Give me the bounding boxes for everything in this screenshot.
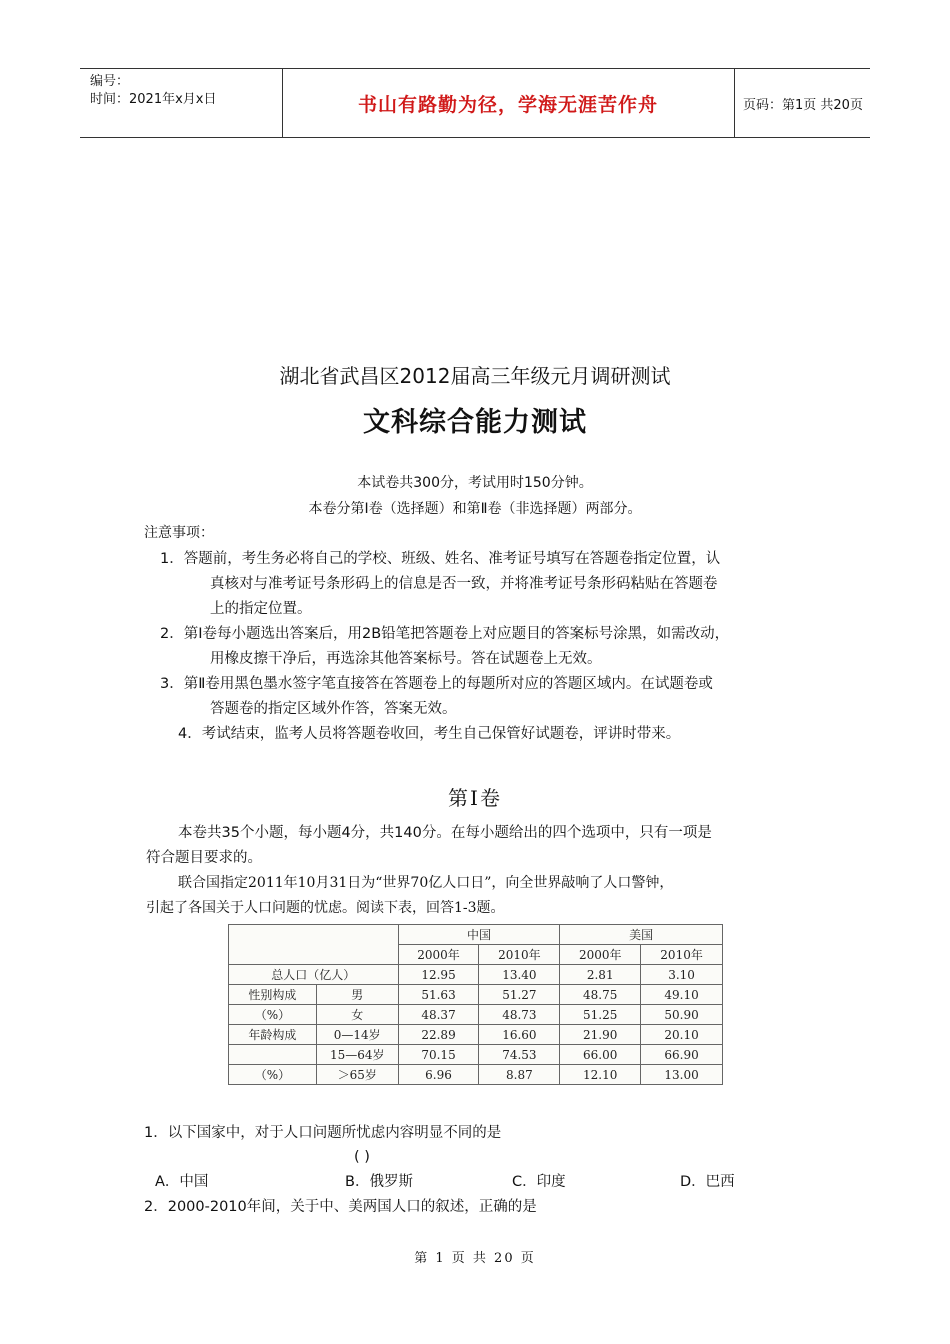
table-cell: 21.90 (560, 1025, 641, 1045)
question-1-text: 1．以下国家中，对于人口问题所忧虑内容明显不同的是 (144, 1125, 502, 1141)
document-header (80, 68, 870, 138)
row-group-label (229, 1045, 317, 1065)
table-cell: 51.63 (398, 985, 479, 1005)
question-2-text: 2．2000-2010年间，关于中、美两国人口的叙述，正确的是 (144, 1199, 537, 1215)
row-group-label: 年龄构成 (229, 1025, 317, 1045)
exam-subtitle: 文科综合能力测试 (363, 407, 587, 438)
table-cell: 51.27 (479, 985, 560, 1005)
page-footer: 第 1 页 共 20 页 (414, 1251, 536, 1266)
row-group-label: （%） (229, 1065, 317, 1085)
table-cell: 16.60 (479, 1025, 560, 1045)
header-motto-cell (282, 69, 735, 137)
table-cell: 6.96 (398, 1065, 479, 1085)
number-label: 编号： (90, 74, 130, 89)
row-group-label: （%） (229, 1005, 317, 1025)
question-1-option-b: B．俄罗斯 (345, 1174, 413, 1190)
table-row (229, 985, 723, 1005)
row-label: 总人口（亿人） (229, 965, 399, 985)
table-cell: 13.40 (479, 965, 560, 985)
notice-line: 用橡皮擦干净后，再选涂其他答案标号。答在试题卷上无效。 (210, 651, 602, 667)
row-sub-label: 女 (316, 1005, 398, 1025)
table-cell: 8.87 (479, 1065, 560, 1085)
table-cell: 3.10 (641, 965, 723, 985)
notice-line: 答题卷的指定区域外作答，答案无效。 (210, 701, 457, 717)
table-row (229, 965, 723, 985)
table-cell: 22.89 (398, 1025, 479, 1045)
table-cell: 66.90 (641, 1045, 723, 1065)
passage-line: 引起了各国关于人口问题的忧虑。阅读下表，回答1-3题。 (146, 900, 505, 916)
table-row (229, 1045, 723, 1065)
year-header: 2010年 (641, 945, 723, 965)
section-intro-line: 符合题目要求的。 (146, 850, 262, 866)
year-header: 2000年 (398, 945, 479, 965)
row-sub-label: 男 (316, 985, 398, 1005)
time-label: 时间：2021年x月x日 (90, 92, 217, 107)
intro-line-1: 本试卷共300分，考试用时150分钟。 (357, 475, 593, 491)
country-header: 美国 (560, 925, 723, 945)
row-sub-label: 15—64岁 (316, 1045, 398, 1065)
table-cell: 66.00 (560, 1045, 641, 1065)
notice-line: 2．第Ⅰ卷每小题选出答案后，用2B铅笔把答题卷上对应题目的答案标号涂黑，如需改动， (160, 626, 730, 642)
notice-line: 4．考试结束，监考人员将答题卷收回，考生自己保管好试题卷，评讲时带来。 (178, 726, 681, 742)
table-row (229, 1065, 723, 1085)
notice-line: 上的指定位置。 (210, 601, 312, 617)
question-1-option-c: C．印度 (512, 1174, 566, 1190)
table-corner-cell (229, 925, 399, 965)
header-page-cell (735, 69, 878, 137)
section-title: 第Ⅰ卷 (448, 786, 502, 810)
row-sub-label: ＞65岁 (316, 1065, 398, 1085)
table-cell: 2.81 (560, 965, 641, 985)
table-cell: 74.53 (479, 1045, 560, 1065)
question-1-option-d: D．巴西 (680, 1174, 735, 1190)
table-cell: 48.73 (479, 1005, 560, 1025)
table-cell: 12.10 (560, 1065, 641, 1085)
table-cell: 12.95 (398, 965, 479, 985)
table-cell: 20.10 (641, 1025, 723, 1045)
exam-title: 湖北省武昌区2012届高三年级元月调研测试 (279, 364, 671, 388)
section-intro-line: 本卷共35个小题，每小题4分，共140分。在每小题给出的四个选项中，只有一项是 (178, 825, 712, 841)
population-table (228, 924, 723, 1085)
notice-line: 真核对与准考证号条形码上的信息是否一致，并将准考证号条形码粘贴在答题卷 (210, 576, 718, 592)
year-header: 2000年 (560, 945, 641, 965)
intro-line-2: 本卷分第Ⅰ卷（选择题）和第Ⅱ卷（非选择题）两部分。 (308, 501, 642, 517)
question-1-blank: ( ) (354, 1149, 370, 1165)
table-cell: 51.25 (560, 1005, 641, 1025)
country-header: 中国 (398, 925, 560, 945)
header-meta-cell (80, 69, 283, 137)
table-cell: 48.37 (398, 1005, 479, 1025)
year-header: 2010年 (479, 945, 560, 965)
row-sub-label: 0—14岁 (316, 1025, 398, 1045)
table-cell: 13.00 (641, 1065, 723, 1085)
table-cell: 70.15 (398, 1045, 479, 1065)
page-info: 页码：第1页 共20页 (743, 97, 863, 113)
table-cell: 50.90 (641, 1005, 723, 1025)
table-row (229, 1005, 723, 1025)
passage-line: 联合国指定2011年10月31日为“世界70亿人口日”，向全世界敲响了人口警钟， (178, 875, 674, 891)
motto-text: 书山有路勤为径，学海无涯苦作舟 (357, 93, 658, 116)
table-cell: 49.10 (641, 985, 723, 1005)
notice-line: 1．答题前，考生务必将自己的学校、班级、姓名、准考证号填写在答题卷指定位置，认 (160, 551, 721, 567)
table-row (229, 1025, 723, 1045)
notice-title: 注意事项： (144, 525, 214, 541)
row-group-label: 性别构成 (229, 985, 317, 1005)
table-header-row (229, 925, 723, 945)
notice-line: 3．第Ⅱ卷用黑色墨水签字笔直接答在答题卷上的每题所对应的答题区域内。在试题卷或 (160, 676, 713, 692)
table-cell: 48.75 (560, 985, 641, 1005)
question-1-option-a: A．中国 (155, 1174, 209, 1190)
